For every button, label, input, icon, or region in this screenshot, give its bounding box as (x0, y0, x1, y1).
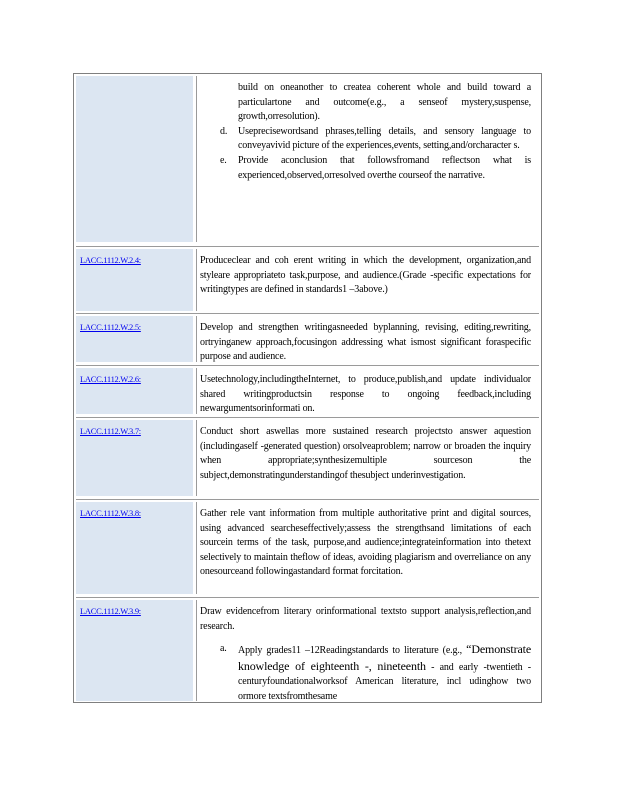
list-item (200, 642, 531, 701)
table-row (76, 365, 539, 416)
list-item-text-large: “Demonstrate knowledge of eighteenth -, nineteenth (238, 642, 531, 673)
standard-description: Draw evidencefrom literary orinformational textsto support analysis,reflection,and research. (200, 606, 531, 632)
list-item-text: build on oneanother to createa coherent whole and build toward a particulartone and outcome(e.g., a senseof mystery,suspense, growth,orresolution). (238, 82, 531, 123)
list-item (200, 125, 531, 154)
table-row (76, 499, 539, 596)
list-item-text: Apply grades11 –12Readingstandards to literature (e.g., (238, 645, 463, 657)
standard-description: Usetechnology,includingtheInternet, to produce,publish,and update individualor shared writingproductsin response to ongoing feedback,including newargumentsorinformati on. (200, 374, 531, 415)
list-marker: e. (220, 154, 227, 166)
standard-code-cell (76, 600, 193, 701)
list-marker: d. (220, 125, 228, 137)
list-item-text: - and early -twentieth -centuryfoundationalworksof American literature, incl udinghow two ormore textsfromthesame (238, 661, 531, 701)
standard-description-cell (196, 600, 539, 701)
standard-description: Produceclear and coh erent writing in which the development, organization,and styleare appropriateto task,purpose, and audience.(Grade -specific expectations for writingtypes are defined in standards1 –3above.) (200, 255, 531, 296)
standard-description-cell (196, 502, 539, 594)
standard-code-link[interactable]: LACC.1112.W.3.9: (80, 606, 141, 616)
standard-description-cell (196, 368, 539, 414)
standard-code-cell (76, 249, 193, 311)
standard-code-link[interactable]: LACC.1112.W.2.5: (80, 322, 141, 332)
standard-code-link[interactable]: LACC.1112.W.3.8: (80, 508, 141, 518)
standard-description: Develop and strengthen writingasneeded byplanning, revising, editing,rewriting, ortryinganew approach,focusingon addressing what ismost significant foraspecific purpose and audience. (200, 322, 531, 363)
standard-description: Gather rele vant information from multiple authoritative print and digital sources, using advanced searcheseffectively;assess the strengthsand limitations of each sourcein terms of the task, purpose,and audience;integrateinformation into thetext selectively to maintain theflow of ideas, avoiding plagiarism and overreliance on any onesourceand followingastandard format forcitation. (200, 508, 531, 578)
standard-description-cell (196, 316, 539, 362)
standard-code-link[interactable]: LACC.1112.W.2.6: (80, 374, 141, 384)
standard-code-link[interactable]: LACC.1112.W.3.7: (80, 426, 141, 436)
list-item (200, 154, 531, 183)
standard-code-cell (76, 420, 193, 496)
standard-description: Conduct short aswellas more sustained research projectsto answer aquestion (includingaself -generated question) orsolveaproblem; narrow or broaden the inquiry when appropriate;synthesizemultiple sourceson the subject,demonstratingunderstandingof thesubject underinvestigation. (200, 426, 531, 481)
list-item (200, 81, 531, 125)
standards-table (73, 73, 542, 703)
standard-code-cell (76, 502, 193, 594)
standard-code-cell (76, 76, 193, 242)
table-row (76, 417, 539, 498)
table-row (76, 246, 539, 313)
table-row (76, 597, 539, 703)
standard-code-cell (76, 368, 193, 414)
standard-description-cell (196, 420, 539, 496)
list-item-text: Useprecisewordsand phrases,telling details, and sensory language to conveyavivid picture of the experiences,events, setting,and/orcharacter s. (238, 125, 531, 152)
table-row (76, 313, 539, 364)
table-row (76, 74, 539, 244)
list-marker: a. (220, 643, 227, 655)
standard-code-link[interactable]: LACC.1112.W.2.4: (80, 255, 141, 265)
list-item-text: Provide aconclusion that followsfromand reflectson what is experienced,observed,orresolved overthe courseof the narrative. (238, 154, 531, 181)
standard-code-cell (76, 316, 193, 362)
standard-description-cell (196, 76, 539, 242)
standard-description-cell (196, 249, 539, 311)
